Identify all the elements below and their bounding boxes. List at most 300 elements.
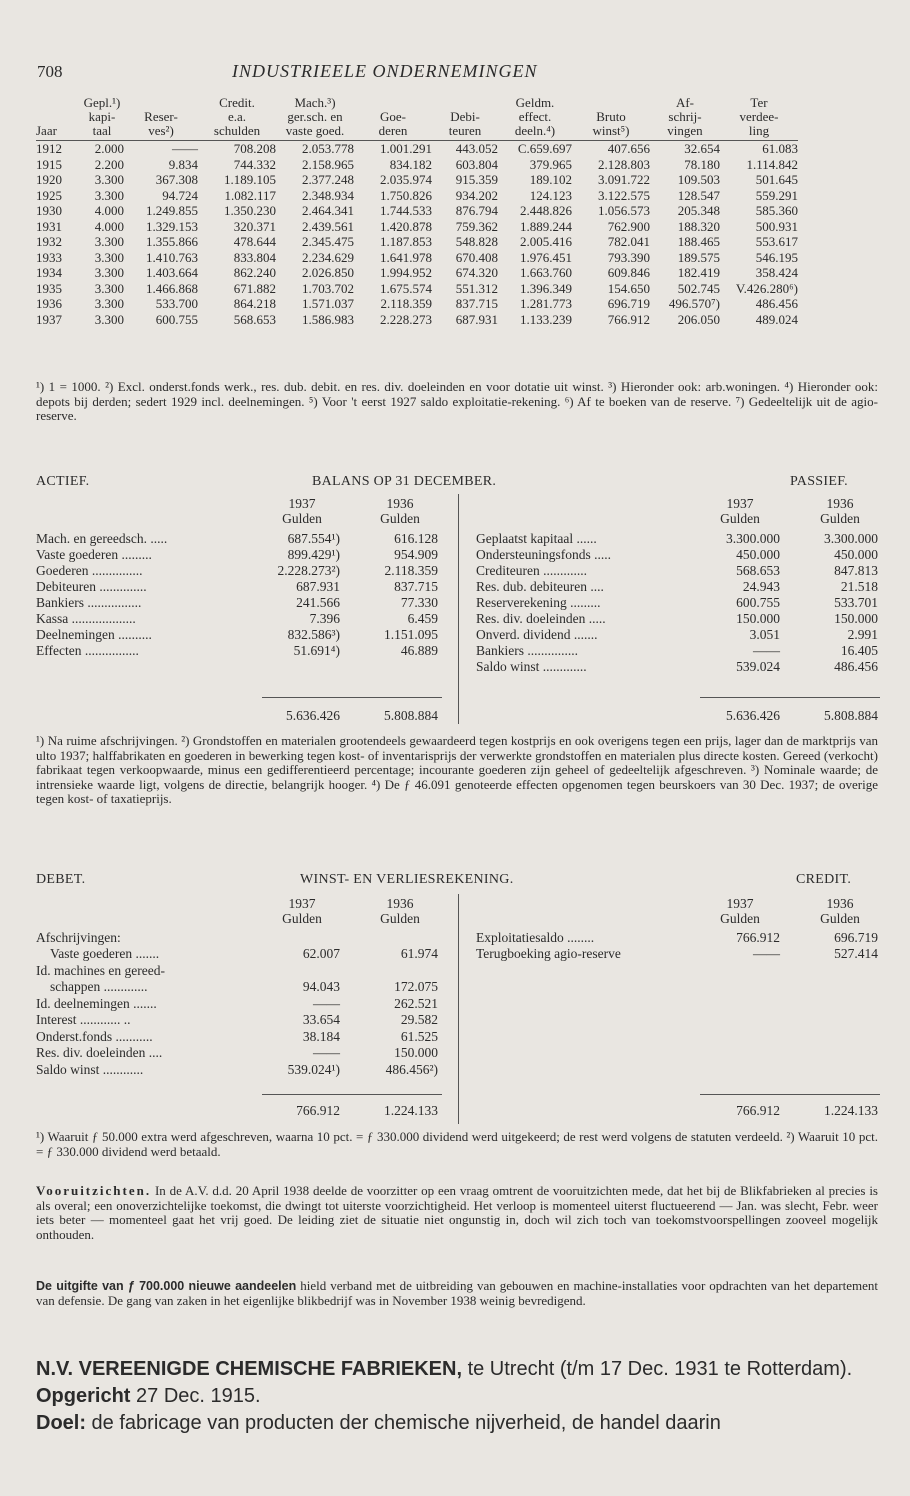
history-cell: 1933 [36,249,62,265]
history-cell: 533.700 [155,296,198,311]
history-header-cell: Credit. [219,95,255,110]
history-cell: 1.641.978 [380,249,432,265]
liability-row-label: Reserverekening ......... [476,595,601,610]
asset-row-value: 46.889 [400,643,438,658]
history-row [36,157,798,173]
liability-row [476,563,880,578]
history-cell: 708.208 [233,141,276,156]
page-number: 708 [37,62,63,81]
history-cell: 1925 [36,187,62,203]
history-row [36,312,798,328]
history-cell: 2.448.826 [520,203,572,218]
liability-row-value: 150.000 [736,611,780,626]
pl-credit-total: 766.912 1.224.133 [736,1103,878,1118]
debit-row-value: 61.974 [400,946,438,961]
debit-row-value: 150.000 [394,1045,438,1060]
history-cell: 793.390 [607,249,650,265]
history-cell: 109.503 [677,172,720,187]
liability-row-value: 150.000 [834,611,878,626]
history-cell: 2.228.273 [380,311,432,327]
history-cell: 1937 [36,311,62,327]
asset-row-label: Debiteuren .............. [36,579,147,594]
history-header-cell: deren [354,124,432,141]
history-cell: V.426.280⁶) [735,280,798,296]
history-cell: 1.281.773 [520,296,572,311]
history-cell: 548.828 [455,234,498,249]
history-cell: 1.994.952 [380,265,432,280]
liability-row [476,643,880,658]
history-cell: 2.128.803 [598,156,650,172]
history-header-cell: Reser- [144,109,178,124]
history-cell: 3.300 [94,296,124,311]
credit-row-label: Exploitatiesaldo ........ [476,930,595,945]
history-cell: 1.976.451 [520,249,572,265]
debit-row-value: 29.582 [400,1012,438,1027]
credit-row [476,930,880,945]
history-cell: 559.291 [755,187,798,203]
history-cell: 1.403.664 [146,265,198,280]
history-header-cell [36,96,80,110]
liability-row-value: 533.701 [834,595,878,610]
history-cell: 2.377.248 [302,172,354,187]
balance-divider [458,494,459,724]
history-cell: 782.041 [607,234,650,249]
asset-row-value: 6.459 [407,611,438,626]
liability-row-label: Ondersteuningsfonds ..... [476,547,611,562]
credit-row-value: —— [753,946,780,961]
debit-row-value: 62.007 [302,946,340,961]
liability-row-value: 486.456 [834,659,878,674]
debit-row [36,1029,442,1044]
debit-row-label: Res. div. doeleinden .... [36,1045,163,1060]
history-cell: 670.408 [455,249,498,265]
history-header-cell: ling [720,124,798,141]
history-header-cell: vaste goed. [276,124,354,141]
asset-row [36,643,442,658]
history-cell: 3.300 [94,311,124,327]
prospects-paragraph [36,1184,878,1242]
history-cell: 1.189.105 [224,172,276,187]
history-cell: 2.439.561 [302,218,354,234]
asset-row-value: 51.691⁴) [293,643,340,658]
history-header-cell: effect. [518,109,552,124]
balance-liabilities-total: 5.636.426 5.808.884 [726,708,878,723]
history-cell: 61.083 [762,141,798,156]
liability-row-value: 3.300.000 [726,531,780,546]
liability-row-label: Saldo winst ............. [476,659,587,674]
history-header-cell: winst⁵) [572,124,650,141]
history-cell: 546.195 [755,249,798,265]
history-cell: 1.586.983 [302,311,354,327]
asset-row-value: 687.931 [296,579,340,594]
history-cell: 1.133.239 [520,311,572,327]
history-cell: 1.001.291 [380,141,432,156]
credit-row [476,946,880,961]
history-cell: 2.026.850 [302,265,354,280]
liability-row-label: Res. dub. debiteuren .... [476,579,604,594]
history-header-cell: taal [80,124,124,141]
history-cell: 32.654 [684,141,720,156]
history-cell: 1.703.702 [302,280,354,296]
history-cell: 1.187.853 [380,234,432,249]
history-cell: 501.645 [755,172,798,187]
history-cell: 188.320 [677,218,720,234]
liability-row [476,547,880,562]
asset-row-label: Goederen ............... [36,563,143,578]
debit-row [36,979,442,994]
history-header-cell: ves²) [124,124,198,141]
asset-row-value: 899.429¹) [287,547,340,562]
liability-row-value: 16.405 [840,643,878,658]
debit-row [36,963,442,978]
balance-right-title: PASSIEF. [790,474,848,489]
history-header-cell [36,110,80,124]
balance-right-rule [700,697,880,698]
liability-row [476,531,880,546]
pl-left-rule [262,1094,442,1095]
pl-year2-right: 1936 Gulden [820,896,860,926]
history-header-cell: schulden [198,124,276,141]
history-cell: 1.744.533 [380,203,432,218]
prospects-text: In de A.V. d.d. 20 April 1938 deelde de voorzitter op een vraag omtrent de vooruitzichten mede, dat het bij de Blikfabrieken al precies is als overal; een onoverzichtelijke toekomst, die dwingt tot uiterste voorzichtigheid. Het verloop is momenteel uiterst fluctueerend — Jan. was slecht, Febr. weer iets beter — momenteel gaat het vrij goed. De leiding ziet de situatie niet ongunstig in, doch wil zich toch van toekomstvoorspellingen zooveel mogelijk onthouden. [36,1183,878,1242]
asset-row-label: Effecten ................ [36,643,139,658]
history-cell: 407.656 [607,141,650,156]
history-cell: 2.345.475 [302,234,354,249]
balance-year1-left: 1937 Gulden [282,496,322,526]
debit-row-value: —— [313,1045,340,1060]
history-cell: 189.575 [677,249,720,265]
asset-row-value: 2.228.273²) [277,563,340,578]
debit-row-label: Id. deelnemingen ....... [36,995,157,1011]
history-cell: 2.348.934 [302,187,354,203]
history-cell: 1.675.574 [380,280,432,296]
debit-row-label: Onderst.fonds ........... [36,1028,153,1044]
history-header-cell: schrij- [668,109,702,124]
history-header-cell [572,96,650,110]
liability-row [476,579,880,594]
company-goal: de fabricage van producten der chemische nijverheid, de handel daarin [86,1412,721,1434]
company-entry [36,1356,878,1437]
issue-paragraph [36,1279,878,1308]
asset-row-value: 241.566 [296,595,340,610]
liability-row-value: 2.991 [847,627,878,642]
history-cell: 189.102 [529,172,572,187]
history-cell: 3.300 [94,187,124,203]
company-founded-label: Opgericht [36,1385,131,1407]
asset-row [36,627,442,642]
history-cell: 1930 [36,203,62,218]
company-name: N.V. VEREENIGDE CHEMISCHE FABRIEKEN, [36,1358,463,1380]
history-cell: 500.931 [755,218,798,234]
history-footnote: ¹) 1 = 1000. ²) Excl. onderst.fonds werk., res. dub. debit. en res. div. doeleinden en voor dotatie uit winst. ³) Hieronder ook: arb.woningen. ⁴) Hieronder ook: depots bij derden; sedert 1929 incl. deelnemingen. ⁵) Voor 't eerst 1927 saldo exploitatie-rekening. ⁶) Af te boeken van de reserve. ⁷) Gedeeltelijk uit de agio-reserve. [36,379,878,423]
liability-row-value: 21.518 [840,579,878,594]
liability-row-value: 450.000 [736,547,780,562]
debit-row-value: 94.043 [302,979,340,994]
history-cell: 744.332 [233,156,276,172]
history-cell: 2.464.341 [302,203,354,218]
history-cell: 2.000 [94,141,124,156]
history-cell: 1.249.855 [146,203,198,218]
pl-year2-left: 1936 Gulden [380,896,420,926]
history-cell: 766.912 [607,311,650,327]
liability-row [476,659,880,674]
history-cell: 1.750.826 [380,187,432,203]
history-cell: 443.052 [455,141,498,156]
history-header-cell: kapi- [88,109,116,124]
credit-row-value: 527.414 [834,946,878,961]
prospects-lead: Vooruitzichten. [36,1183,152,1198]
history-row [36,250,798,266]
history-row [36,281,798,297]
history-cell: 833.804 [233,249,276,265]
history-row [36,141,798,157]
liability-row-value: 539.024 [736,659,780,674]
debit-row-value: 61.525 [400,1028,438,1044]
asset-row-label: Kassa ................... [36,611,136,626]
history-cell: 1.114.842 [746,156,798,172]
asset-row-value: 954.909 [394,547,438,562]
history-cell: 1931 [36,218,62,234]
history-header-cell: Goe- [380,109,406,124]
history-cell: 128.547 [677,187,720,203]
history-cell: 367.308 [155,172,198,187]
asset-row [36,595,442,610]
history-cell: 862.240 [233,265,276,280]
liability-row-label: Crediteuren ............. [476,563,587,578]
history-cell: 2.234.629 [302,249,354,265]
history-cell: 1.329.153 [146,218,198,234]
history-cell: 486.456 [755,296,798,311]
history-cell: 94.724 [162,187,198,203]
history-header-cell: Gepl.¹) [83,95,121,110]
history-cell: 934.202 [455,187,498,203]
asset-row-value: 832.586³) [287,627,340,642]
running-head: INDUSTRIEELE ONDERNEMINGEN [232,61,538,81]
history-cell: 759.362 [455,218,498,234]
history-cell: 864.218 [233,296,276,311]
history-cell: 1.663.760 [520,265,572,280]
history-cell: 585.360 [755,203,798,218]
debit-row-label: Saldo winst ............ [36,1061,144,1077]
asset-row [36,547,442,562]
asset-row-label: Deelnemingen .......... [36,627,152,642]
pl-footnote: ¹) Waaruit ƒ 50.000 extra werd afgeschreven, waarna 10 pct. = ƒ 330.000 dividend werd uitgekeerd; de rest werd volgens de statuten verdeeld. ²) Waaruit 10 pct. = ƒ 330.000 dividend werd betaald. [36,1129,878,1159]
debit-row-label: Id. machines en gereed- [36,962,165,978]
history-cell: 1.396.349 [520,280,572,296]
history-cell: 3.122.575 [598,187,650,203]
history-cell: 1.056.573 [598,203,650,218]
history-row [36,265,798,281]
pl-right-rule [700,1094,880,1095]
history-cell: 1.082.117 [224,187,276,203]
history-cell: 696.719 [607,296,650,311]
history-cell: 1932 [36,234,62,249]
liability-row [476,627,880,642]
history-cell: 205.348 [677,203,720,218]
balance-left-title: ACTIEF. [36,474,90,489]
debit-row-label: Vaste goederen ....... [50,946,160,961]
company-location: te Utrecht (t/m 17 Dec. 1931 te Rotterdam). [462,1358,853,1380]
history-cell: 876.794 [455,203,498,218]
history-header-cell: Jaar [36,124,80,141]
history-cell: 837.715 [455,296,498,311]
credit-row-value: 696.719 [834,930,878,945]
balance-left-rule [262,697,442,698]
history-cell: 4.000 [94,218,124,234]
history-header-cell: Geldm. [515,95,555,110]
history-cell: 502.745 [677,280,720,296]
history-cell: 1.410.763 [146,249,198,265]
balance-year1-right: 1937 Gulden [720,496,760,526]
pl-right-title: CREDIT. [796,872,852,887]
history-header-cell: e.a. [227,109,247,124]
history-cell: 568.653 [233,311,276,327]
history-cell: 1.889.244 [520,218,572,234]
history-header-cell [124,96,198,110]
debit-row [36,1062,442,1077]
history-cell: 3.300 [94,172,124,187]
asset-row-label: Vaste goederen ......... [36,547,152,562]
debit-row-value: —— [313,995,340,1011]
asset-row-value: 77.330 [400,595,438,610]
asset-row [36,611,442,626]
debit-row [36,1012,442,1027]
liability-row-label: Geplaatst kapitaal ...... [476,531,597,546]
history-cell: 2.035.974 [380,172,432,187]
history-cell: 553.617 [755,234,798,249]
asset-row-value: 1.151.095 [384,627,438,642]
history-cell: 2.118.359 [380,296,432,311]
history-cell: 1.466.868 [146,280,198,296]
history-cell: 600.755 [155,311,198,327]
history-cell: 124.123 [529,187,572,203]
history-cell: 603.804 [455,156,498,172]
balance-year2-left: 1936 Gulden [380,496,420,526]
history-header-cell: vingen [650,124,720,141]
balance-footnote: ¹) Na ruime afschrijvingen. ²) Grondstoffen en materialen grootendeels gewaardeerd tegen kostprijs en ook overigens tegen een prijs, lager dan de marktprijs van ulto 1937; halffabrikaten en goederen in bewerking tegen kost- of inventarisprijs der verwerkte grondstoffen en materialen plus directe kosten. Gereed (verkocht) fabrikaat tegen verkoopwaarde, minus een gedifferentieerd percentage; incourante goederen zijn geheel of gedeeltelijk afgeschreven. ³) Nominale waarde; de intrensieke waarde ligt, volgens de directie, belangrijk hooger. ⁴) De ƒ 46.091 genoteerde effecten opgenomen tegen beurskoers van 30 Dec. 1937; de overige tegen kost- of taxatieprijs. [36,733,878,806]
debit-row-value: 172.075 [394,979,438,994]
history-row [36,234,798,250]
history-cell: 551.312 [455,280,498,296]
debit-row-label: Interest ............ .. [36,1012,131,1027]
asset-row [36,579,442,594]
liability-row-value: 568.653 [736,563,780,578]
history-row [36,296,798,312]
history-cell: 206.050 [677,311,720,327]
debit-row-value: 486.456²) [385,1061,438,1077]
liability-row-label: Res. div. doeleinden ..... [476,611,606,626]
liability-row-label: Onverd. dividend ....... [476,627,598,642]
liability-row [476,611,880,626]
asset-row [36,531,442,546]
history-header-cell: ger.sch. en [287,109,343,124]
history-row [36,188,798,204]
history-cell: 478.644 [233,234,276,249]
asset-row-value: 837.715 [394,579,438,594]
history-cell: 9.834 [168,156,198,172]
pl-divider [458,894,459,1124]
liability-row-value: 600.755 [736,595,780,610]
history-cell: 687.931 [455,311,498,327]
history-cell: 674.320 [455,265,498,280]
liability-row-value: 3.051 [749,627,780,642]
history-cell: 1.355.866 [146,234,198,249]
balance-title: BALANS OP 31 DECEMBER. [312,474,497,489]
pl-debit-total: 766.912 1.224.133 [296,1103,438,1118]
asset-row-value: 616.128 [394,531,438,546]
asset-row [36,563,442,578]
issue-lead: De uitgifte van ƒ 700.000 nieuwe aandeelen [36,1279,297,1293]
liability-row-value: —— [753,643,780,658]
pl-debit-heading: Afschrijvingen: [36,930,121,945]
history-cell: 1.350.230 [224,203,276,218]
history-cell: 320.371 [233,218,276,234]
history-cell: 1935 [36,280,62,296]
history-cell: 3.300 [94,249,124,265]
history-row [36,219,798,235]
history-cell: 1920 [36,172,62,187]
history-cell: C.659.697 [517,141,572,156]
liability-row-value: 450.000 [834,547,878,562]
asset-row-value: 687.554¹) [287,531,340,546]
history-cell: 1.420.878 [380,218,432,234]
history-cell: 188.465 [677,234,720,249]
history-cell: 496.570⁷) [668,296,720,311]
pl-left-title: DEBET. [36,872,86,887]
asset-row-value: 2.118.359 [384,563,438,578]
balance-year2-right: 1936 Gulden [820,496,860,526]
liability-row-label: Bankiers ............... [476,643,578,658]
debit-row [36,946,442,961]
history-header-cell: verdee- [739,109,779,124]
asset-row-label: Mach. en gereedsch. ..... [36,531,168,546]
pl-year1-left: 1937 Gulden [282,896,322,926]
history-cell: 1915 [36,156,62,172]
history-cell: 3.300 [94,265,124,280]
pl-year1-right: 1937 Gulden [720,896,760,926]
history-header-cell: Ter [750,95,768,110]
history-cell: 834.182 [389,156,432,172]
history-header-cell [432,96,498,110]
history-cell: 358.424 [755,265,798,280]
liability-row-value: 847.813 [834,563,878,578]
balance-assets-total: 5.636.426 5.808.884 [286,708,438,723]
history-table [36,96,798,327]
history-cell: 2.158.965 [302,156,354,172]
history-cell: 3.091.722 [598,172,650,187]
debit-row-label: schappen ............. [50,979,148,994]
history-header-cell: Bruto [596,109,626,124]
history-cell: 1.571.037 [302,296,354,311]
asset-row-value: 7.396 [309,611,340,626]
liability-row-value: 3.300.000 [824,531,878,546]
history-cell: 915.359 [455,172,498,187]
history-cell: 609.846 [607,265,650,280]
asset-row-label: Bankiers ................ [36,595,142,610]
history-cell: 379.965 [529,156,572,172]
debit-row-value: 539.024¹) [287,1061,340,1077]
history-cell: 762.900 [607,218,650,234]
history-header-cell: teuren [432,124,498,141]
history-cell: 2.005.416 [520,234,572,249]
history-header-cell: Mach.³) [294,95,336,110]
debit-row-value: 33.654 [302,1012,340,1027]
debit-row-value: 38.184 [302,1028,340,1044]
history-cell: —— [172,141,198,156]
history-cell: 3.300 [94,234,124,249]
history-row [36,203,798,219]
history-header-cell [354,96,432,110]
